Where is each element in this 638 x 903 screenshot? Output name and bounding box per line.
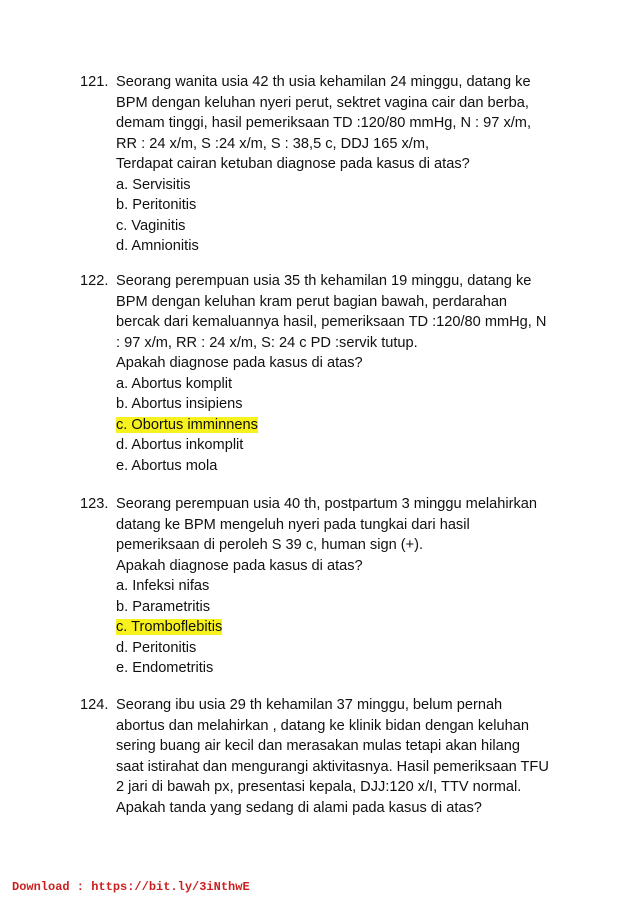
question-text-line: Seorang ibu usia 29 th kehamilan 37 minggu, belum pernah (116, 697, 503, 713)
answer-option-d: d. Abortus inkomplit (116, 437, 244, 453)
question-number: 124. (80, 697, 109, 713)
question-text-line: demam tinggi, hasil pemeriksaan TD :120/80 mmHg, N : 97 x/m, (116, 115, 532, 131)
answer-option-c-highlighted (116, 617, 580, 638)
question-text-line: 2 jari di bawah px, presentasi kepala, DJJ:120 x/I, TTV normal. (116, 779, 522, 795)
question-number: 121. (80, 74, 109, 90)
question-121 (80, 72, 580, 257)
answer-option-c-highlighted (116, 415, 580, 436)
answer-highlight: c. Obortus imminnens (116, 416, 258, 433)
question-number: 123. (80, 496, 109, 512)
answer-option-a: a. Abortus komplit (116, 375, 232, 392)
question-text-line: bercak dari kemaluannya hasil, pemeriksaan TD :120/80 mmHg, N (116, 314, 547, 330)
question-text-line: RR : 24 x/m, S :24 x/m, S : 38,5 c, DDJ 165 x/m, (116, 135, 430, 152)
question-body (116, 494, 580, 679)
question-text-line: : 97 x/m, RR : 24 x/m, S: 24 c PD :servik tutup. (116, 334, 418, 351)
answer-option-d: d. Peritonitis (116, 639, 197, 656)
answer-option-b: b. Abortus insipiens (116, 396, 243, 412)
answer-option-b: b. Parametritis (116, 598, 211, 615)
question-text-line: BPM dengan keluhan kram perut bagian bawah, perdarahan (116, 293, 508, 310)
question-number: 122. (80, 273, 109, 289)
question-text-line: saat istirahat dan mengurangi aktivitasnya. Hasil pemeriksaan TFU (116, 758, 549, 775)
question-text-line: datang ke BPM mengeluh nyeri pada tungkai dari hasil (116, 516, 470, 533)
answer-option-b: b. Peritonitis (116, 197, 197, 213)
question-body (116, 271, 580, 476)
question-122 (80, 271, 580, 476)
question-text-line: sering buang air kecil dan merasakan mulas tetapi akan hilang (116, 738, 521, 754)
question-124 (80, 695, 580, 818)
question-text-line: BPM dengan keluhan nyeri perut, sektret vagina cair dan berba, (116, 94, 529, 111)
question-text-line: pemeriksaan di peroleh S 39 c, human sign (+). (116, 537, 424, 553)
question-body (116, 72, 580, 257)
answer-option-d: d. Amnionitis (116, 238, 199, 254)
answer-highlight: c. Tromboflebitis (116, 619, 223, 635)
question-text-line: Apakah diagnose pada kasus di atas? (116, 557, 363, 574)
answer-option-e: e. Endometritis (116, 660, 214, 676)
question-text-line: Apakah tanda yang sedang di alami pada kasus di atas? (116, 799, 482, 816)
question-text-line: Terdapat cairan ketuban diagnose pada kasus di atas? (116, 156, 470, 172)
answer-option-c: c. Vaginitis (116, 217, 186, 234)
question-body (116, 695, 580, 818)
download-link[interactable]: Download : https://bit.ly/3iNthwE (12, 880, 250, 894)
question-text-line: abortus dan melahirkan , datang ke klinik bidan dengan keluhan (116, 717, 529, 734)
question-text-line: Seorang wanita usia 42 th usia kehamilan 24 minggu, datang ke (116, 74, 531, 90)
question-text-line: Seorang perempuan usia 35 th kehamilan 19 minggu, datang ke (116, 273, 532, 289)
answer-option-a: a. Servisitis (116, 176, 191, 193)
question-text-line: Seorang perempuan usia 40 th, postpartum 3 minggu melahirkan (116, 496, 538, 512)
question-123 (80, 494, 580, 679)
answer-option-e: e. Abortus mola (116, 457, 218, 474)
question-text-line: Apakah diagnose pada kasus di atas? (116, 355, 363, 371)
answer-option-a: a. Infeksi nifas (116, 578, 210, 594)
